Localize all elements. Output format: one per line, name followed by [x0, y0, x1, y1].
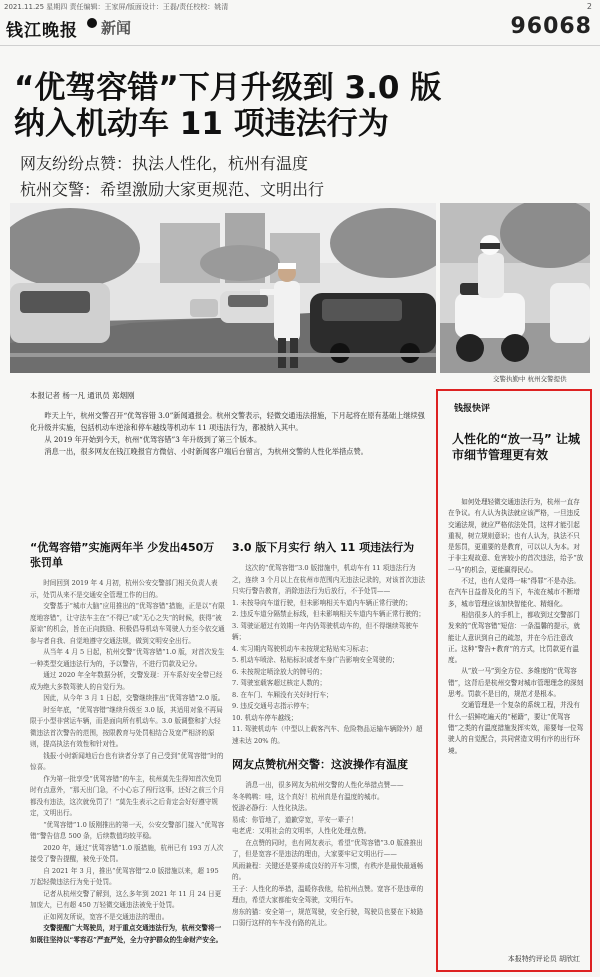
dateline: 2021.11.25 星期四 责任编辑：王家屏/版面设计：王磊/责任校校：姚清: [4, 3, 229, 11]
page-number: 2: [586, 2, 592, 11]
body-paragraph: 在点赞的同时，也有网友表示，希望“优驾容错”3.0 版准推出了，但是宽容不是违法的理由，大家要牢记文明出行——: [232, 838, 423, 858]
subhead-1: 网友纷纷点赞：执法人性化，杭州有温度: [20, 154, 309, 173]
commentary-paragraph: 不过，也有人觉得一味“得罪”不是办法。在汽车日益普及化的当下，车流在城市不断增多，城市管理应该加快智能化、精细化。: [448, 577, 581, 608]
column-1-heading: “优驾容错”实施两年半 少发出450万张罚单: [30, 541, 215, 569]
netizen-comment: 电老虎：又明社会的文明率，人性化处理点赞。: [232, 827, 371, 835]
netizen-comment: 冬冬鸭鸭：哇，这个真好！杭州真是有温度的城市。: [232, 792, 384, 801]
lead-paragraph: 昨天上午，杭州交警召开“优驾容错 3.0”新闻通报会。杭州交警表示，轻微交通违法措施，下月起将在原有基础上继续强化升级并实施，包括机动车逆涂和停车越线等机动车 11 项违法行为，都被纳入其中。: [30, 411, 425, 432]
body-paragraph: 交警基于“城市大脑”应用推出的“优驾容错”措施，正是以“有限度地容错”，让守法车主在“不得已”或“无心之失”的时候，获得“被原谅”的机会，旨在正向鼓励、积极倡导机动车驾驶人力至今依交通参与者自我、自觉地遵守交通法规，做到文明安全出行。: [30, 602, 225, 645]
commentary-paragraph: 从“放一马”到全方位、多维度的“优驾容错”，这背后是杭州交警对城市管理理念的深刻思考。罚款不是目的，规范才是根本。: [448, 667, 584, 699]
body-paragraph: 通过 2020 年全年数据分析，交警发现：开车系好安全带已经成为绝大多数驾驶人的自觉行为。: [30, 671, 223, 691]
violation-item: 8. 在车门、车厢没有关好时行车；: [232, 690, 333, 699]
column-2-heading-2: 网友点赞杭州交警：这波操作有温度: [232, 758, 408, 771]
violation-item: 3. 驾驶证超过有效期一年内仍驾驶机动车的，但不得继续驾驶车辆；: [232, 621, 419, 641]
body-paragraph: 自 2021 年 3 月，推出“优驾容错”2.0 版措施以来，超 195 万起轻微违法行为免于处罚。: [30, 866, 219, 886]
netizen-comment: 易成：你管地了，道歉穿宽，平安一辈子！: [232, 815, 358, 824]
lead-paragraphs: [30, 410, 426, 458]
side-photo: [440, 203, 590, 373]
netizen-comment: 风雨兼程：关键还是要养成良好的开车习惯，有秩序是最快最通畅的。: [232, 861, 424, 881]
logo-dot-icon: [87, 18, 97, 28]
body-paragraph-emphasis: 交警提醒广大驾驶员，对于重点交通违法行为，杭州交警将一如既往坚持以“零容忍”严查严处，全力守护群众的生命财产安全。: [30, 924, 223, 944]
lead-paragraph: 消息一出，很多网友在钱江晚报官方微信、小时新闻客户端后台留言，为杭州交警的人性化举措点赞。: [44, 447, 368, 456]
commentary-paragraph: 相信很多人的手机上，都收到过交警部门发来的“优驾容错”短信：一条温馨的提示，就能让人意识到自己的疏忽，并在今后注意改正。这种“警告+教育”的方式，比罚款更有温度。: [448, 610, 581, 665]
article-column-1: [30, 540, 225, 946]
body-paragraph: 2020 年，通过“优驾容错”1.0 版措施，杭州已有 193 万人次接受了警告提醒，被免于处罚。: [30, 843, 224, 863]
body-paragraph: “优驾容错”1.0 版刚推出的第一天，公安交警部门接入“优驾容错”警告信息 500 条，后续数值均较平稳。: [30, 820, 225, 840]
paper-logo: 钱江晚报: [6, 21, 78, 41]
subhead-2: 杭州交警：希望激励大家更规范、文明出行: [20, 180, 325, 199]
violation-item: 1. 未按导向车道行驶，但未影响相关车道内车辆正常行驶的；: [232, 598, 412, 607]
netizen-comment: 悦游必静行：人性化执法。: [232, 804, 312, 812]
main-photo: [10, 203, 436, 373]
violation-item: 5. 机动车喷涂、粘贴标识或者车身广告影响安全驾驶的；: [232, 656, 399, 664]
headline-line-2: 纳入机动车 11 项违法行为: [14, 106, 389, 142]
violation-item: 11. 驾驶机动车（中型以上载客汽车、危险物品运输车辆除外）超速未达 20% 的。: [232, 725, 423, 745]
street-scene-image: [10, 203, 436, 373]
body-paragraph: 这次的“优驾容错”3.0 版措施中，机动车有 11 项违法行为之，连续 3 个月以上在杭州市范围内无违法记录的，对该首次违法只实行警告教育，消除违法行为后放行，不予处罚——: [232, 564, 426, 595]
commentary-author: 本报特约评论员 胡欣红: [507, 955, 580, 963]
violation-item: 9. 违反交通号志指示停车；: [232, 702, 313, 710]
commentary-paragraph: 交通管理是一个复杂的系统工程，并没有什么一招鲜吃遍天的“秘籍”，要让“优驾容错”之类的有温度措施发挥实效，需要每一位驾驶人的自觉配合，共同营造文明有序的出行环境。: [448, 701, 584, 755]
netizen-comment: 房东的猫：安全第一，规范驾驶，安全行驶，驾驶员也要在下坡路口弱行这样的车车没有路的礼让。: [232, 907, 424, 927]
masthead: [0, 0, 600, 46]
body-paragraph: 时间回到 2019 年 4 月初，杭州公安交警部门相关负责人表示，处罚从来不是交通安全管理工作的目的。: [30, 579, 218, 599]
body-paragraph: 因此，从今年 3 月 1 日起，交警继续推出“优驾容错”2.0 版。: [43, 694, 225, 702]
motorcycle-officer-image: [440, 203, 590, 373]
article-column-2: [232, 540, 427, 930]
commentary-title: 人性化的“放一马” 让城市细节管理更有效: [452, 432, 580, 462]
body-paragraph: 正如网友所说，宽容不是交通违法的理由。: [43, 912, 169, 921]
body-paragraph: 消息一出，很多网友为杭州交警的人性化举措点赞——: [245, 781, 404, 789]
netizen-comment: 王子：人性化的举措，温暖你我他，给杭州点赞。宽容不是违章的理由，希望大家都能安全驾驶，文明行车。: [232, 884, 424, 904]
column-2-heading-1: 3.0 版下月实行 纳入 11 项违法行为: [232, 541, 415, 554]
headline: [14, 70, 594, 142]
photo-caption: 交警执勤中 杭州交警提供: [493, 375, 567, 383]
violation-item: 7. 驾驶室载客超过核定人数的；: [232, 679, 327, 687]
body-paragraph: 从当年 4 月 5 日起，杭州交警“优驾容错”1.0 版，对首次发生一种类型交通违法行为的，予以警告，不进行罚款及记分。: [30, 648, 225, 668]
commentary-tag: 钱报快评: [454, 404, 491, 414]
hotline-number: 96068: [510, 14, 592, 39]
violation-item: 4. 实习期内驾驶机动车未按规定粘贴实习标志；: [232, 644, 373, 653]
body-paragraph: 时至年底，“优驾容错”继续升级至 3.0 版，其适用对象不再局限于小型非营运车辆，而是面向所有机动车。3.0 版调整和扩大轻微违法首次警告的范围，按限教育与处罚相结合及宽严相济的原则，提高执法有效性和针对性。: [30, 705, 223, 748]
violation-item: 6. 未按规定喷涂放大的牌号的；: [232, 667, 327, 676]
commentary-body: [448, 497, 584, 757]
violation-item: 2. 违反车道分隔禁止标线，但未影响相关车道内车辆正常行驶的；: [232, 610, 426, 618]
headline-line-1: “优驾容错”下月升级到 3.0 版: [14, 70, 442, 106]
byline: 本报记者 杨一凡 通讯员 郑烟刚: [30, 391, 135, 400]
body-paragraph: 钱报·小时新闻地后台也有读者分享了自己受到“优驾容错”时的惊喜。: [30, 751, 224, 771]
commentary-paragraph: 如何处理轻微交通违法行为，杭州一直存在争议。有人认为执法就应该严格，一旦违反交通法规，就应严格依法处罚，这样才能引起重视，树立规则意识；也有人认为，执法不只是惩罚，更重要的是教育，可以以人为本。对于非主观故意、危害较小的首次违法，给予“放一马”的机会，更能赢得民心。: [448, 498, 584, 574]
body-paragraph: 作为第一批享受“优驾容错”的车主，杭州莫先生得知首次免罚时有点意外，“那天出门急，不小心忘了闯行这事，还好之前三个月都没有违法，这次就免罚了！”莫先生表示之后肯定会好好遵守规定，文明出行。: [30, 774, 225, 817]
violation-item: 10. 机动车停车越线；: [232, 713, 298, 722]
section-name: 新闻: [101, 19, 132, 37]
body-paragraph: 记者从杭州交警了解到，这么多年到 2021 年 11 月 24 日更加庞大，已有超 450 万轻微交通违法被免于处罚。: [30, 889, 222, 909]
commentary-sidebar: [436, 389, 592, 972]
lead-paragraph: 从 2019 年开始到今天，杭州“优驾容错”3 年升级到了第三个版本。: [44, 435, 262, 444]
